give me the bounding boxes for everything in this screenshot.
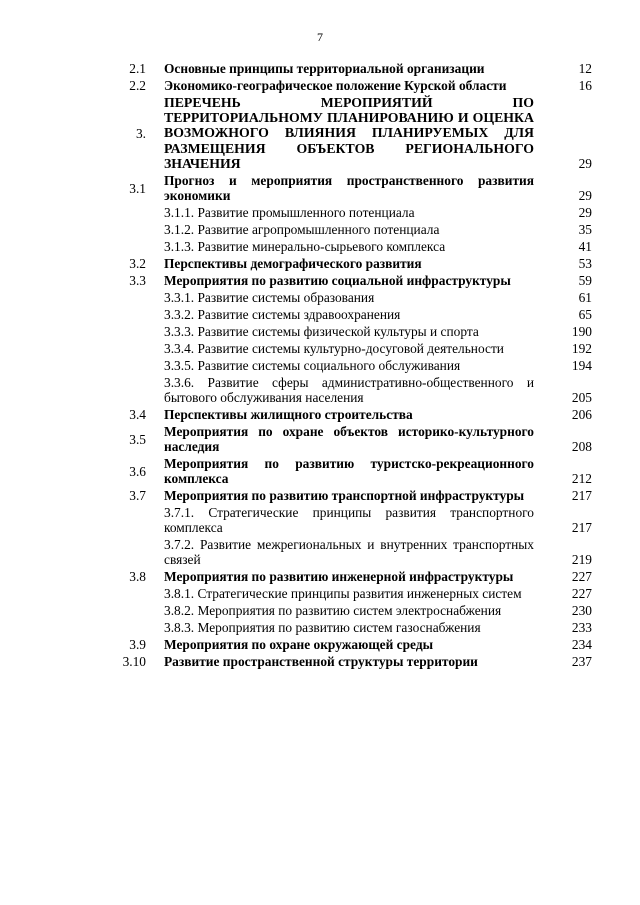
toc-entry-number: 3.1 — [129, 180, 146, 196]
toc-entry-page: 61 — [578, 290, 592, 306]
toc-entry-title: Мероприятия по охране объектов историко-культурного наследия — [164, 424, 534, 455]
toc-entry-page: 41 — [578, 239, 592, 255]
toc-entry-number: 3. — [135, 125, 146, 141]
toc-entry-number — [112, 619, 164, 636]
toc-entry-number: 2.2 — [129, 78, 146, 93]
toc-entry-page: 217 — [571, 488, 592, 504]
toc-entry-page: 65 — [578, 307, 592, 323]
toc-entry-number — [112, 306, 164, 323]
toc-entry-number: 3.6 — [129, 463, 146, 479]
toc-entry-page: 227 — [571, 569, 592, 585]
toc-entry — [112, 306, 592, 323]
page-number: 7 — [317, 30, 323, 44]
toc-entry — [112, 653, 592, 670]
toc-entry — [112, 602, 592, 619]
toc-entry — [112, 536, 592, 568]
toc-entry-page: 217 — [571, 520, 592, 536]
toc-entry-number — [112, 238, 164, 255]
toc-entry-title: 3.3.2. Развитие системы здравоохранения — [164, 307, 401, 323]
toc-entry — [112, 255, 592, 272]
toc-entry-page: 212 — [571, 471, 592, 487]
toc-entry-title: Основные принципы территориальной организации — [164, 61, 485, 76]
toc-entry — [112, 340, 592, 357]
toc-entry-page: 29 — [578, 156, 592, 172]
toc-entry-page: 59 — [578, 273, 592, 289]
toc-entry-number — [112, 323, 164, 340]
toc-entry-title: Перспективы демографического развития — [164, 256, 422, 272]
toc-body — [112, 60, 592, 670]
toc-entry-page: 205 — [571, 390, 592, 406]
toc-entry-page: 227 — [571, 586, 592, 602]
toc-entry — [112, 238, 592, 255]
toc-entry-number — [112, 504, 164, 536]
toc-entry-page: 194 — [571, 358, 592, 374]
toc-entry — [112, 323, 592, 340]
toc-entry — [112, 487, 592, 504]
toc-entry — [112, 455, 592, 487]
toc-entry-title: 3.3.6. Развитие сферы административно-общественного и бытового обслуживания населения — [164, 375, 534, 406]
toc-entry-page: 230 — [571, 603, 592, 619]
toc-entry-page: 219 — [571, 552, 592, 568]
toc-entry — [112, 77, 592, 94]
toc-entry-number: 3.7 — [129, 488, 146, 504]
toc-entry — [112, 423, 592, 455]
toc-entry-page: 29 — [578, 205, 592, 221]
toc-entry-page: 237 — [571, 654, 592, 670]
toc-entry-page: 233 — [571, 620, 592, 636]
toc-entry — [112, 406, 592, 423]
toc-entry-title: 3.8.2. Мероприятия по развитию систем электроснабжения — [164, 603, 502, 619]
toc-entry-number — [112, 602, 164, 619]
toc-entry-number — [112, 357, 164, 374]
toc-entry-page: 29 — [578, 188, 592, 204]
toc-entry-page: 12 — [578, 61, 592, 76]
toc-entry-number: 3.8 — [129, 569, 146, 585]
toc-entry-number — [112, 221, 164, 238]
toc-entry-page: 206 — [571, 407, 592, 423]
toc-entry-title: 3.1.3. Развитие минерально-сырьевого комплекса — [164, 239, 446, 255]
toc-entry-number — [112, 204, 164, 221]
toc-entry-title: Мероприятия по развитию инженерной инфраструктуры — [164, 569, 514, 585]
toc-entry-title: 3.3.5. Развитие системы социального обслуживания — [164, 358, 461, 374]
toc-entry-title: Развитие пространственной структуры территории — [164, 654, 478, 670]
toc-entry-title: Экономико-географическое положение Курской области — [164, 78, 507, 93]
toc-entry — [112, 60, 592, 77]
toc-entry-page: 35 — [578, 222, 592, 238]
toc-entry-title: 3.8.3. Мероприятия по развитию систем газоснабжения — [164, 620, 481, 636]
toc-entry — [112, 204, 592, 221]
toc-entry-number — [112, 340, 164, 357]
toc-entry-title: 3.1.2. Развитие агропромышленного потенциала — [164, 222, 440, 238]
toc-entry-title: 3.3.1. Развитие системы образования — [164, 290, 375, 306]
table-of-contents — [112, 60, 592, 670]
toc-entry-number: 3.5 — [129, 431, 146, 447]
toc-entry-title: Прогноз и мероприятия пространственного развития экономики — [164, 173, 534, 204]
toc-entry-title: 3.1.1. Развитие промышленного потенциала — [164, 205, 415, 221]
toc-entry — [112, 568, 592, 585]
toc-entry-number: 3.3 — [129, 273, 146, 289]
toc-entry-title: 3.7.1. Стратегические принципы развития транспортного комплекса — [164, 505, 534, 536]
toc-entry-number — [112, 289, 164, 306]
toc-entry — [112, 94, 592, 172]
toc-entry-page: 208 — [571, 439, 592, 455]
toc-entry-page: 190 — [571, 324, 592, 340]
toc-entry-number — [112, 374, 164, 406]
toc-entry-title: 3.7.2. Развитие межрегиональных и внутренних транспортных связей — [164, 537, 534, 568]
toc-entry-title: Перспективы жилищного строительства — [164, 407, 413, 423]
toc-entry-title: ПЕРЕЧЕНЬ МЕРОПРИЯТИЙ ПО ТЕРРИТОРИАЛЬНОМУ ПЛАНИРОВАНИЮ И ОЦЕНКА ВОЗМОЖНОГО ВЛИЯНИЯ ПЛАНИРУЕМЫХ ДЛЯ РАЗМЕЩЕНИЯ ОБЪЕКТОВ РЕГИОНАЛЬНОГО ЗНАЧЕНИЯ — [164, 95, 534, 171]
toc-entry-page: 16 — [578, 78, 592, 93]
toc-entry-title: 3.8.1. Стратегические принципы развития инженерных систем — [164, 586, 522, 602]
toc-entry-number: 2.1 — [129, 61, 146, 76]
toc-entry-title: Мероприятия по развитию транспортной инфраструктуры — [164, 488, 525, 504]
toc-entry — [112, 504, 592, 536]
toc-entry — [112, 272, 592, 289]
toc-entry-page: 234 — [571, 637, 592, 653]
toc-entry-title: Мероприятия по охране окружающей среды — [164, 637, 434, 653]
toc-entry — [112, 585, 592, 602]
toc-entry — [112, 619, 592, 636]
toc-entry — [112, 374, 592, 406]
toc-entry-page: 53 — [578, 256, 592, 272]
toc-entry — [112, 636, 592, 653]
toc-entry — [112, 357, 592, 374]
toc-entry-number — [112, 585, 164, 602]
toc-entry-number: 3.9 — [129, 637, 146, 653]
toc-entry-number — [112, 536, 164, 568]
toc-entry-number: 3.10 — [122, 654, 146, 670]
toc-entry-number: 3.2 — [129, 256, 146, 272]
toc-entry-title: 3.3.3. Развитие системы физической культуры и спорта — [164, 324, 479, 340]
toc-entry — [112, 172, 592, 204]
toc-entry-title: 3.3.4. Развитие системы культурно-досуговой деятельности — [164, 341, 504, 357]
toc-entry-title: Мероприятия по развитию туристско-рекреационного комплекса — [164, 456, 534, 487]
toc-entry-title: Мероприятия по развитию социальной инфраструктуры — [164, 273, 511, 289]
toc-entry — [112, 289, 592, 306]
toc-entry-page: 192 — [571, 341, 592, 357]
toc-entry — [112, 221, 592, 238]
toc-entry-number: 3.4 — [129, 407, 146, 423]
